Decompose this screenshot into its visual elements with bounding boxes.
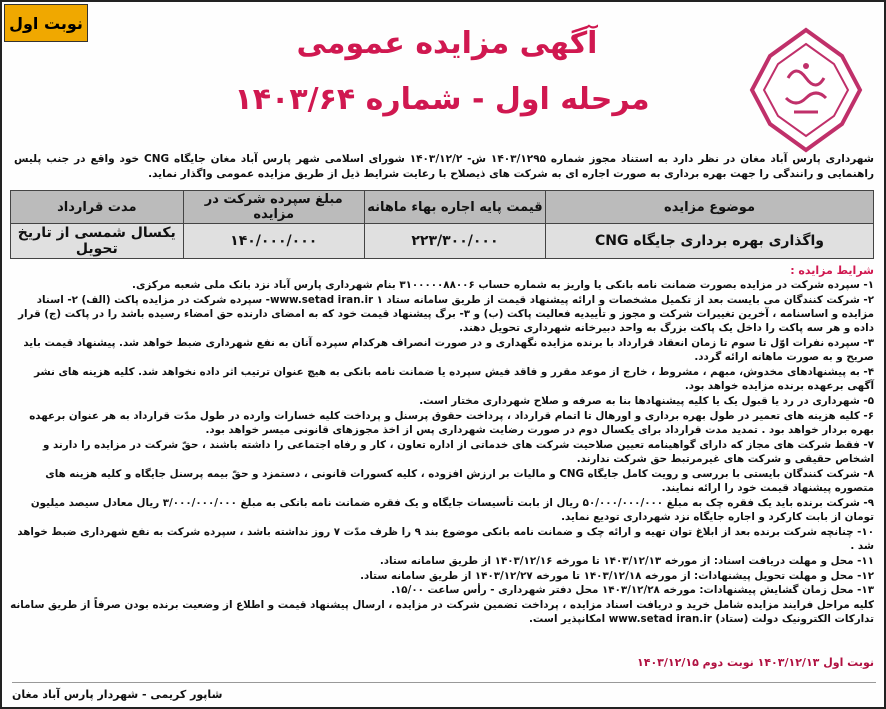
table-header: مدت قرارداد xyxy=(11,191,184,224)
condition-item: ۱۳- محل زمان گشایش پیشنهادات: مورخه ۱۴۰۳/۱۲/۲۸ محل دفتر شهرداری - رأس ساعت ۱۵/۰۰. xyxy=(391,584,874,597)
table-cell: واگذاری بهره برداری جایگاه CNG xyxy=(546,224,874,259)
round-badge: نوبت اول xyxy=(4,4,88,42)
auction-table xyxy=(10,190,874,259)
table-cell: ۲۲۳/۳۰۰/۰۰۰ xyxy=(364,224,545,259)
footer-divider xyxy=(12,682,876,683)
table-cell: یکسال شمسی از تاریخ تحویل xyxy=(11,224,184,259)
condition-item: ۲- شرکت کنندگان می بایست بعد از تکمیل مشخصات و ارائه پیشنهاد قیمت از طریق سامانه ستاد www.setad iran.ir ۱- سپرده شرکت در مزایده پاکت (الف) ۲- اسناد مزایده و اساسنامه ، آخرین تغییرات شرکت و مجوز و تأییدیه فعالیت پاکت (ب) و ۳- برگ پیشنهاد قیمت خود که به امضای دارنده حق امضاء رسیده باشد را در پاکت (ج) قرار داده و هر سه پاکت را داخل یک پاکت بزرگ به واحد دبیرخانه شهرداری تحویل دهند. xyxy=(18,293,874,335)
intro-text: شهرداری پارس آباد مغان در نظر دارد به استناد مجوز شماره ۱۴۰۳/۱۲۹۵ ش- ۱۴۰۳/۱۲/۲ شورای اسلامی شهر پارس آباد مغان جایگاه CNG خود واقع در جنب پلیس راهنمایی و رانندگی را جهت بهره برداری به صورت اجاره ای به شرکت های ذیصلاح با رعایت شرایط ذیل از طریق مزایده عمومی واگذار نماید. xyxy=(14,153,874,180)
conditions-heading: شرایط مزایده : xyxy=(790,264,874,277)
condition-item: کلیه مراحل فرایند مزایده شامل خرید و دریافت اسناد مزایده ، پرداخت تضمین شرکت در مزایده ، ارسال پیشنهاد قیمت و اطلاع از وضعیت برنده بودن صرفاً از طریق سامانه تدارکات الکترونیک دولت (ستاد) www.setad iran.ir امکانپذیر است. xyxy=(10,599,874,626)
condition-item: ۴- به پیشنهادهای مخدوش، مبهم ، مشروط ، خارج از موعد مقرر و فاقد فیش سپرده یا ضمانت نامه بانکی به هیچ عنوان ترتیب اثر داده نخواهد شد. کلیه هزینه های نشر آگهی برعهده برنده مزایده خواهد بود. xyxy=(34,366,874,393)
table-header: مبلغ سپرده شرکت در مزایده xyxy=(183,191,364,224)
condition-item: ۱۰- چنانچه شرکت برنده بعد از ابلاغ توان تهیه و ارائه چک و ضمانت نامه بانکی موضوع بند ۹ را ظرف مدّت ۷ روز نداشته باشد ، سپرده شرکت به نفع شهرداری ضبط خواهد شد . xyxy=(17,525,874,552)
table-header: موضوع مزایده xyxy=(546,191,874,224)
table-header-row xyxy=(11,191,874,224)
notice-subtitle: مرحله اول - شماره ۱۴۰۳/۶۴ xyxy=(234,82,650,117)
signature: شاپور کریمی - شهردار پارس آباد مغان xyxy=(12,688,223,701)
condition-item: ۱- سپرده شرکت در مزایده بصورت ضمانت نامه بانکی یا واریز به شماره حساب ۳۱۰۰۰۰۰۸۸۰۰۶ بنام شهرداری پارس آباد نزد بانک ملی شعبه مرکزی. xyxy=(132,279,874,291)
condition-item: ۸- شرکت کنندگان بایستی با بررسی و رویت کامل جایگاه CNG و مالیات بر ارزش افزوده ، کلیه کسورات قانونی ، دستمزد و حقّ بیمه پرسنل جایگاه و کلیه هزینه های متصوره پیشنهاد قیمت خود را ارائه نمایند. xyxy=(45,467,874,494)
table-cell: ۱۴۰/۰۰۰/۰۰۰ xyxy=(183,224,364,259)
table-header: قیمت پایه اجاره بهاء ماهانه xyxy=(364,191,545,224)
publication-dates: نوبت اول ۱۴۰۳/۱۲/۱۳ نوبت دوم ۱۴۰۳/۱۲/۱۵ xyxy=(637,656,874,669)
condition-item: ۷- فقط شرکت های مجاز که دارای گواهینامه تعیین صلاحیت شرکت های خدماتی از اداره تعاون ، کار و رفاه اجتماعی را داشته باشند ، حقّ شرکت در مزایده را دارند و اشخاص حقیقی و شرکت های غیرمرتبط حق شرکت ندارند. xyxy=(42,438,874,465)
conditions-list xyxy=(10,278,874,627)
table-row xyxy=(11,224,874,259)
condition-item: ۳- سپرده نفرات اوّل تا سوم تا زمان انعقاد قرارداد با برنده مزایده نگهداری و در صورت انصراف هرکدام سپرده آنان به نفع شهرداری ضبط خواهد شد. پیشنهاد قیمت باید صریح و به صورت ماهانه ارائه گردد. xyxy=(23,337,874,364)
condition-item: ۱۲- محل و مهلت تحویل پیشنهادات: از مورخه ۱۴۰۳/۱۲/۱۸ تا مورخه ۱۴۰۳/۱۲/۲۷ از طریق سامانه ستاد. xyxy=(360,569,874,582)
municipality-logo-icon xyxy=(742,26,870,154)
condition-item: ۵- شهرداری در رد یا قبول یک یا کلیه پیشنهادها بنا به صرفه و صلاح شهرداری مختار است. xyxy=(419,395,874,407)
notice-title: آگهی مزایده عمومی xyxy=(296,26,598,61)
condition-item: ۹- شرکت برنده باید یک فقره چک به مبلغ ۵۰/۰۰۰/۰۰۰/۰۰۰ ریال از بابت تأسیسات جایگاه و یک فقره ضمانت نامه بانکی به مبلغ ۳/۰۰۰/۰۰۰/۰۰۰ ریال معادل سیصد میلیون تومان از بابت کارکرد و اجاره جایگاه نزد شهرداری تودیع نماید. xyxy=(30,496,874,523)
condition-item: ۱۱- محل و مهلت دریافت اسناد: از مورخه ۱۴۰۳/۱۲/۱۳ تا مورخه ۱۴۰۳/۱۲/۱۶ از طریق سامانه ستاد. xyxy=(379,554,874,567)
condition-item: ۶- کلیه هزینه های تعمیر در طول بهره برداری و اورهال تا اتمام قرارداد ، پرداخت حقوق پرسنل و پرداخت کلیه خسارات وارده در طول مدّت قرارداد به هر عنوان برعهده بهره بردار خواهد بود . تمدید مدت قرارداد برای یکسال دوم در صورت رضایت شهرداری پس از اخذ مجوزهای قانونی میسر خواهد بود. xyxy=(29,409,874,436)
